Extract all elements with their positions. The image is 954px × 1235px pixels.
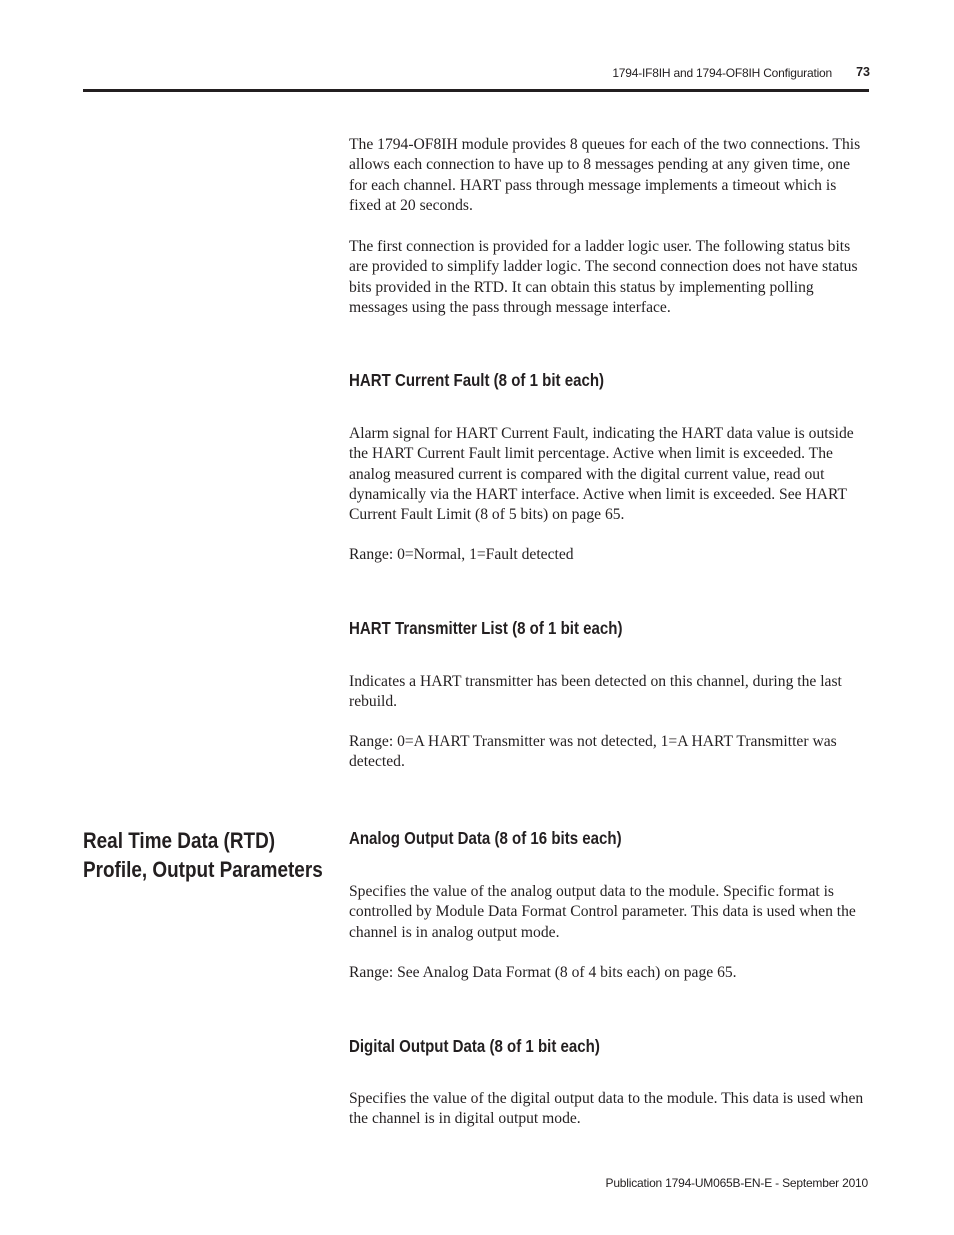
hart-transmitter-list-description: Indicates a HART transmitter has been detected on this channel, during the last rebuild. (349, 673, 842, 711)
header-divider (83, 89, 869, 92)
hart-current-fault-range: Range: 0=Normal, 1=Fault detected (349, 546, 574, 563)
section-heading-rtd-output-parameters (83, 826, 323, 884)
heading-digital-output-data: Digital Output Data (8 of 1 bit each) (349, 1036, 600, 1056)
hart-current-fault-description: Alarm signal for HART Current Fault, indicating the HART data value is outside the HART Current Fault limit percentage. Active when limit is exceeded. The analog measured current is compared with the digital current value, read out dynamically via the HART interface. Active when limit is exceeded. See HART Current Fault Limit (8 of 5 bits) on page 65. (349, 425, 854, 524)
heading-hart-current-fault: HART Current Fault (8 of 1 bit each) (349, 370, 605, 390)
analog-output-data-description: Specifies the value of the analog output data to the module. Specific format is controlled by Module Data Format Control parameter. This data is used when the channel is in analog output mode. (349, 883, 856, 941)
publication-footer: Publication 1794-UM065B-EN-E - September 2010 (605, 1176, 868, 1190)
hart-transmitter-list-range: Range: 0=A HART Transmitter was not detected, 1=A HART Transmitter was detected. (349, 733, 837, 771)
analog-output-data-range: Range: See Analog Data Format (8 of 4 bits each) on page 65. (349, 964, 737, 981)
digital-output-data-description: Specifies the value of the digital output data to the module. This data is used when the channel is in digital output mode. (349, 1090, 864, 1128)
section-heading-line-2: Profile, Output Parameters (83, 857, 323, 882)
intro-paragraph-1: The 1794-OF8IH module provides 8 queues for each of the two connections. This allows each connection to have up to 8 messages pending at any given time, one for each channel. HART pass through message implements a timeout which is fixed at 20 seconds. (349, 136, 861, 214)
running-header-title: 1794-IF8IH and 1794-OF8IH Configuration (612, 66, 832, 80)
intro-paragraph-2: The first connection is provided for a ladder logic user. The following status bits are provided to simplify ladder logic. The second connection does not have status bits provided in the RTD. It can obtain this status by implementing polling messages using the pass through message interface. (349, 238, 858, 316)
heading-hart-transmitter-list: HART Transmitter List (8 of 1 bit each) (349, 618, 623, 638)
heading-analog-output-data: Analog Output Data (8 of 16 bits each) (349, 828, 622, 848)
page-number: 73 (856, 65, 870, 79)
section-heading-line-1: Real Time Data (RTD) (83, 828, 276, 853)
